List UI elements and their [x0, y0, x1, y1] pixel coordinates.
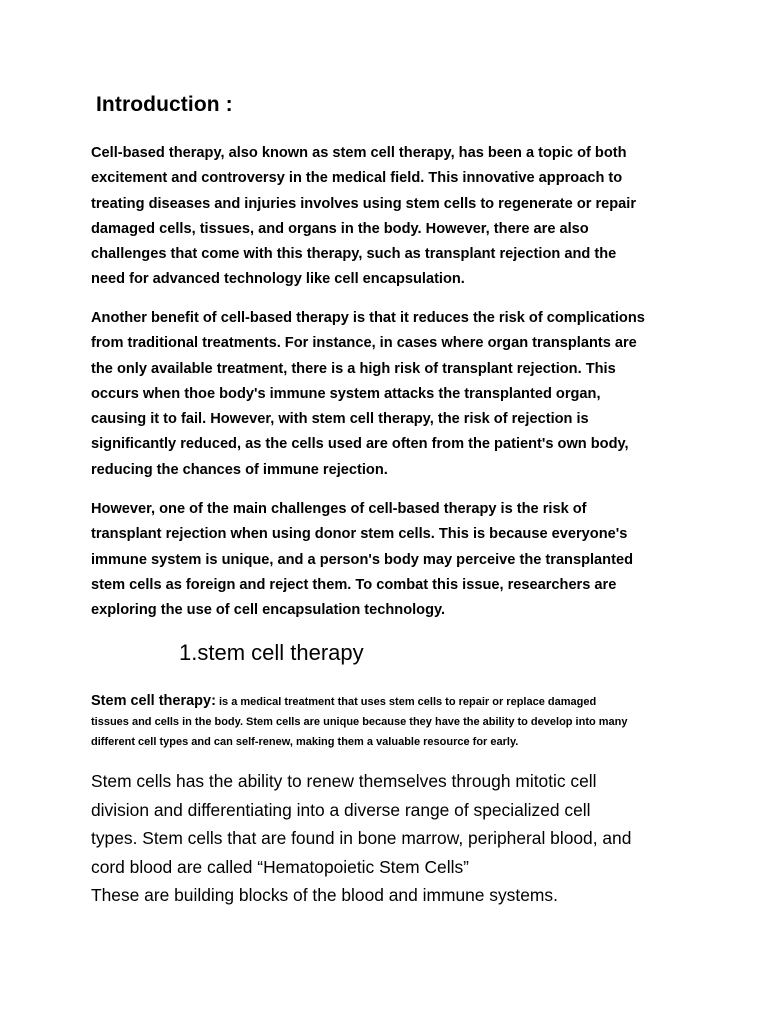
paragraph-line: However, one of the main challenges of cell-based therapy is the risk of	[91, 501, 587, 517]
paragraph-line: Cell-based therapy, also known as stem cell therapy, has been a topic of both	[91, 145, 627, 161]
body-line: division and differentiating into a diverse range of specialized cell	[91, 799, 591, 820]
section-heading: 1.stem cell therapy	[179, 640, 364, 665]
definition-paragraph	[91, 691, 691, 752]
paragraph-line: treating diseases and injuries involves using stem cells to regenerate or repair	[91, 195, 637, 212]
paragraph-line: Another benefit of cell-based therapy is that it reduces the risk of complications	[91, 310, 645, 326]
definition-line: different cell types and can self-renew, making them a valuable resource for early.	[91, 736, 519, 748]
body-paragraph	[91, 767, 691, 910]
paragraph-line: causing it to fail. However, with stem cell therapy, the risk of rejection is	[91, 411, 589, 428]
intro-paragraph-1	[91, 141, 691, 293]
body-line: These are building blocks of the blood and immune systems.	[91, 885, 558, 906]
definition-line: is a medical treatment that uses stem cells to repair or replace damaged	[215, 696, 597, 708]
definition-first-line	[91, 691, 691, 712]
paragraph-line: from traditional treatments. For instance, in cases where organ transplants are	[91, 335, 637, 352]
paragraph-line: excitement and controversy in the medical field. This innovative approach to	[91, 170, 623, 187]
paragraph-line: need for advanced technology like cell encapsulation.	[91, 271, 465, 288]
definition-line: tissues and cells in the body. Stem cells are unique because they have the ability to develop into many	[91, 716, 628, 728]
paragraph-line: the only available treatment, there is a high risk of transplant rejection. This	[91, 360, 616, 377]
paragraph-line: occurs when thoe body's immune system attacks the transplanted organ,	[91, 385, 601, 402]
paragraph-line: exploring the use of cell encapsulation technology.	[91, 602, 446, 619]
intro-paragraph-2	[91, 306, 691, 483]
paragraph-line: stem cells as foreign and reject them. To combat this issue, researchers are	[91, 576, 617, 593]
paragraph-line: damaged cells, tissues, and organs in the body. However, there are also	[91, 220, 589, 237]
body-line: types. Stem cells that are found in bone marrow, peripheral blood, and	[91, 828, 632, 849]
intro-paragraph-3	[91, 497, 691, 623]
paragraph-line: reducing the chances of immune rejection.	[91, 461, 388, 478]
paragraph-line: challenges that come with this therapy, such as transplant rejection and the	[91, 246, 617, 263]
body-line: cord blood are called “Hematopoietic Stem Cells”	[91, 856, 469, 877]
paragraph-line: immune system is unique, and a person's body may perceive the transplanted	[91, 551, 633, 568]
definition-term: Stem cell therapy:	[91, 693, 216, 709]
paragraph-line: significantly reduced, as the cells used are often from the patient's own body,	[91, 436, 629, 453]
body-line: Stem cells has the ability to renew themselves through mitotic cell	[91, 771, 597, 791]
paragraph-line: transplant rejection when using donor stem cells. This is because everyone's	[91, 526, 628, 543]
introduction-heading: Introduction :	[96, 93, 233, 116]
